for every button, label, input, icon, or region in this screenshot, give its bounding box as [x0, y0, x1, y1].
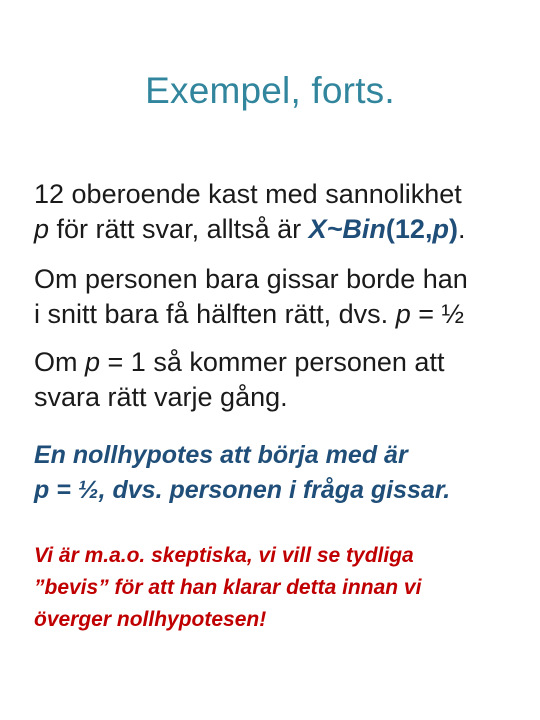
body-text: Om: [34, 347, 85, 377]
skeptic-statement: [34, 540, 514, 636]
body-line: Om personen bara gissar borde han: [34, 264, 468, 294]
sentence-end: .: [457, 214, 466, 244]
variable-p: p: [85, 347, 101, 377]
binomial-description: [34, 177, 514, 247]
skeptic-line: ”bevis” för att han klarar detta innan vi: [34, 576, 422, 599]
distribution-args-close: ): [448, 214, 458, 244]
null-hypothesis-statement: [34, 438, 514, 508]
skeptic-line: Vi är m.a.o. skeptiska, vi vill se tydliga: [34, 544, 414, 567]
body-text: = 1 så kommer personen att: [100, 347, 445, 377]
body-text: i snitt bara få hälften rätt, dvs.: [34, 299, 396, 329]
body-line: [34, 212, 514, 247]
body-line: [34, 345, 514, 380]
hypothesis-line: En nollhypotes att börja med är: [34, 441, 408, 469]
body-line: svara rätt varje gång.: [34, 382, 288, 412]
slide-title: Exempel, forts.: [145, 70, 395, 111]
body-line: [34, 297, 514, 332]
certain-description: [34, 345, 514, 415]
variable-p: p: [34, 214, 50, 244]
guess-description: [34, 262, 514, 332]
variable-p: p: [395, 299, 411, 329]
tilde-symbol: ~: [326, 214, 343, 244]
body-line: 12 oberoende kast med sannolikhet: [34, 179, 462, 209]
distribution-arg-p: p: [432, 214, 449, 244]
distribution-args-open: (12,: [385, 214, 433, 244]
skeptic-line: överger nollhypotesen!: [34, 608, 267, 631]
random-variable-x: X: [308, 214, 327, 244]
body-text: = ½: [410, 299, 465, 329]
hypothesis-line: p = ½, dvs. personen i fråga gissar.: [34, 476, 451, 504]
distribution-name: Bin: [342, 214, 386, 244]
body-text: för rätt svar, alltså är: [49, 214, 309, 244]
